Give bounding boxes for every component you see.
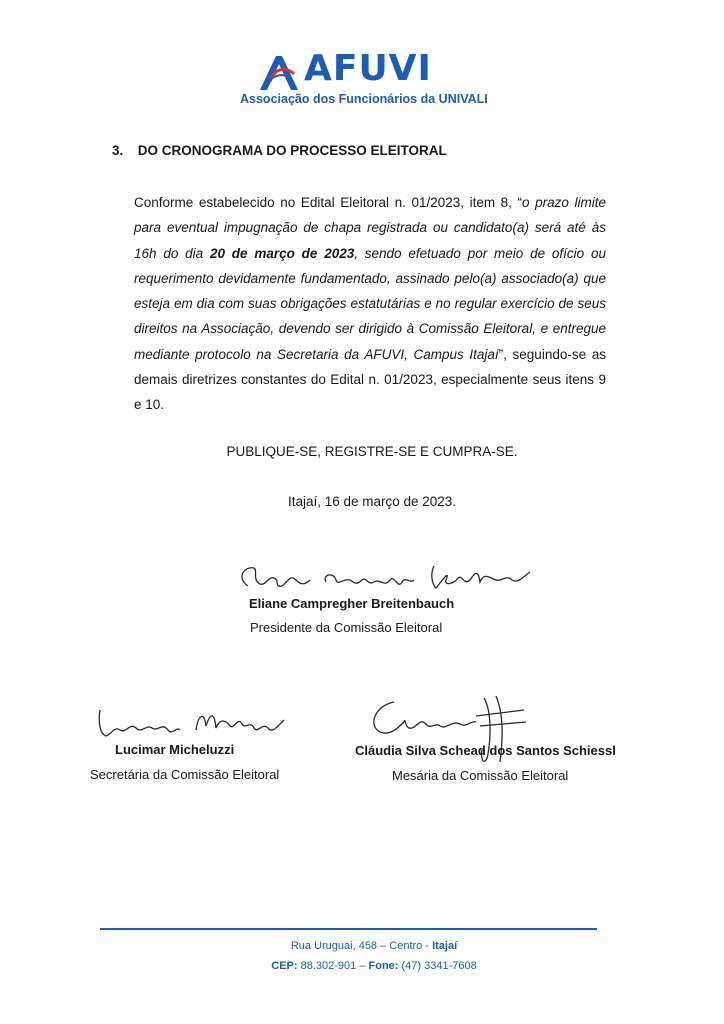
section-number: 3. xyxy=(112,143,124,158)
body-paragraph xyxy=(134,190,606,418)
footer-city: Itajaí xyxy=(432,940,458,952)
paragraph-intro: Conforme estabelecido no Edital Eleitoral n. 01/2023, item 8, “ xyxy=(134,195,523,210)
footer-address xyxy=(0,940,724,952)
footer-cep-value: 88.302-901 – xyxy=(297,960,369,972)
paragraph-quote-part1: o prazo limite para eventual impugnação de chapa registrada ou candidato(a) será até às 16h do dia xyxy=(134,195,606,261)
paragraph-deadline-date: 20 de março de 2023 xyxy=(209,245,355,261)
president-name: Eliane Campregher Breitenbauch xyxy=(249,596,455,611)
footer-cep-label: CEP: xyxy=(271,960,298,972)
paragraph-closing: ”, seguindo-se as demais diretrizes constantes do Edital n. 01/2023, especialmente seus itens 9 e 10. xyxy=(134,346,606,413)
place-and-date: Itajaí, 16 de março de 2023. xyxy=(287,494,457,509)
secretary-role: Secretária da Comissão Eleitoral xyxy=(90,767,280,782)
president-role: Presidente da Comissão Eleitoral xyxy=(250,620,443,635)
paragraph-quote-part2: , sendo efetuado por meio de ofício ou requerimento devidamente fundamentado, assinado pelo(a) associado(a) que esteja em dia com suas obrigações estatutárias e no regular exercício de seus direitos na Associação, devendo ser dirigido à Comissão Eleitoral, e entregue mediante protocolo na Secretaria da AFUVI, Campus Itajaí xyxy=(134,245,606,362)
afuvi-logo xyxy=(240,48,506,118)
clerk-signature-icon xyxy=(364,692,534,772)
section-heading xyxy=(112,143,447,158)
afuvi-emblem-icon xyxy=(256,52,300,92)
footer-phone-value: (47) 3341-7608 xyxy=(398,960,477,972)
section-title: DO CRONOGRAMA DO PROCESSO ELEITORAL xyxy=(137,143,447,158)
footer-divider xyxy=(100,928,597,930)
logo-name: AFUVI xyxy=(304,48,432,89)
secretary-signature-icon xyxy=(92,700,292,744)
secretary-name: Lucimar Micheluzzi xyxy=(115,742,235,757)
footer-phone-label: Fone: xyxy=(368,960,399,972)
footer-street: Rua Uruguai, 458 – Centro - xyxy=(290,940,433,952)
logo-subtitle: Associação dos Funcionários da UNIVALI xyxy=(240,92,488,106)
footer-contact xyxy=(0,960,724,972)
clerk-role: Mesária da Comissão Eleitoral xyxy=(392,768,569,783)
publication-order: PUBLIQUE-SE, REGISTRE-SE E CUMPRA-SE. xyxy=(226,444,518,459)
president-signature-icon xyxy=(234,560,534,598)
clerk-name: Cláudia Silva Schead dos Santos Schiessl xyxy=(355,743,616,758)
